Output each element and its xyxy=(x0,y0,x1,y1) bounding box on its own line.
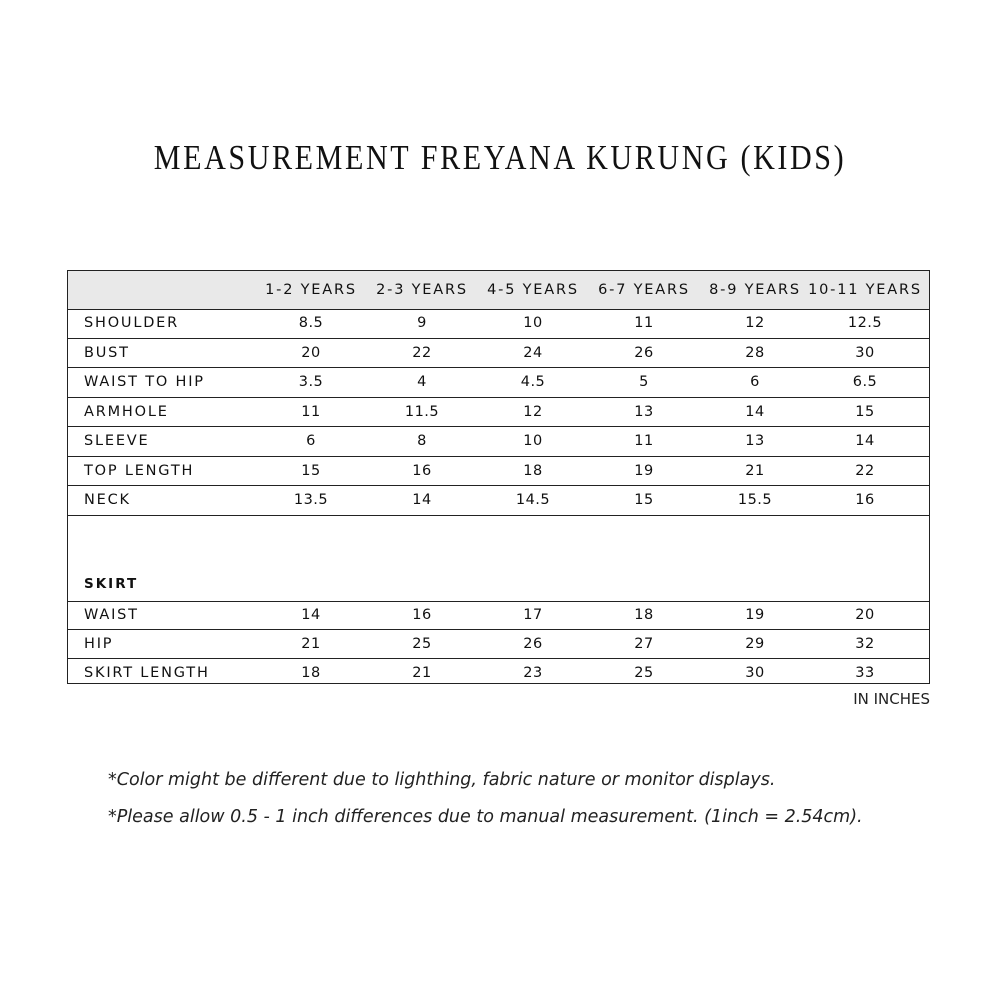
unit-label: IN INCHES xyxy=(853,690,930,708)
table-cell: 13.5 xyxy=(293,492,329,509)
table-cell: 25 xyxy=(634,664,654,681)
table-cell: 14 xyxy=(412,492,432,509)
table-cell: 10 xyxy=(523,315,543,332)
table-cell: 20 xyxy=(855,607,875,624)
table-cell: 30 xyxy=(855,344,875,361)
table-cell: 18 xyxy=(301,664,321,681)
table-cell: 16 xyxy=(855,492,875,509)
skirt-section-row xyxy=(68,516,929,602)
table-row xyxy=(68,309,929,339)
table-cell: 16 xyxy=(412,462,432,479)
table-cell: 15.5 xyxy=(737,492,773,509)
measurement-table xyxy=(67,270,930,684)
table-cell: 9 xyxy=(417,315,427,332)
table-cell: 22 xyxy=(855,462,875,479)
table-cell: 14 xyxy=(301,607,321,624)
table-cell: 15 xyxy=(634,492,654,509)
table-row xyxy=(68,427,929,457)
table-row xyxy=(68,602,929,631)
table-cell: 18 xyxy=(634,607,654,624)
row-label: HIP xyxy=(84,635,114,652)
table-row xyxy=(68,398,929,428)
table-cell: 12 xyxy=(523,403,543,420)
row-label: NECK xyxy=(84,492,131,509)
table-row xyxy=(68,659,929,688)
column-header: 1-2 YEARS xyxy=(265,282,357,298)
row-label: BUST xyxy=(84,344,130,361)
table-cell: 6 xyxy=(306,433,316,450)
page-title: MEASUREMENT FREYANA KURUNG (KIDS) xyxy=(153,138,847,177)
table-cell: 15 xyxy=(855,403,875,420)
table-cell: 13 xyxy=(634,403,654,420)
table-cell: 22 xyxy=(412,344,432,361)
table-cell: 11.5 xyxy=(404,403,440,420)
table-cell: 6.5 xyxy=(852,374,878,391)
table-cell: 19 xyxy=(745,607,765,624)
table-cell: 11 xyxy=(634,433,654,450)
column-header: 10-11 YEARS xyxy=(808,282,922,298)
row-label: SKIRT LENGTH xyxy=(84,664,210,681)
column-header: 4-5 YEARS xyxy=(487,282,579,298)
table-cell: 5 xyxy=(639,374,649,391)
table-row xyxy=(68,457,929,487)
column-header: 6-7 YEARS xyxy=(598,282,690,298)
table-cell: 8.5 xyxy=(298,315,324,332)
table-cell: 10 xyxy=(523,433,543,450)
table-cell: 16 xyxy=(412,607,432,624)
table-cell: 23 xyxy=(523,664,543,681)
table-row xyxy=(68,339,929,369)
table-cell: 14.5 xyxy=(515,492,551,509)
table-cell: 13 xyxy=(745,433,765,450)
row-label: SLEEVE xyxy=(84,433,150,450)
row-label: WAIST xyxy=(84,607,139,624)
table-cell: 33 xyxy=(855,664,875,681)
column-header: 2-3 YEARS xyxy=(376,282,468,298)
table-cell: 24 xyxy=(523,344,543,361)
table-cell: 15 xyxy=(301,462,321,479)
table-cell: 26 xyxy=(634,344,654,361)
table-cell: 25 xyxy=(412,635,432,652)
table-cell: 11 xyxy=(301,403,321,420)
row-label: SHOULDER xyxy=(84,315,180,332)
table-cell: 4 xyxy=(417,374,427,391)
table-cell: 32 xyxy=(855,635,875,652)
table-cell: 26 xyxy=(523,635,543,652)
table-cell: 8 xyxy=(417,433,427,450)
table-row xyxy=(68,368,929,398)
row-label: ARMHOLE xyxy=(84,403,169,420)
table-cell: 12.5 xyxy=(847,315,883,332)
table-row xyxy=(68,630,929,659)
table-cell: 12 xyxy=(745,315,765,332)
table-cell: 29 xyxy=(745,635,765,652)
section-title: SKIRT xyxy=(84,575,139,592)
note-color: *Color might be different due to lighthing, fabric nature or monitor displays. xyxy=(108,770,776,790)
table-cell: 21 xyxy=(745,462,765,479)
row-label: TOP LENGTH xyxy=(84,462,195,479)
table-cell: 27 xyxy=(634,635,654,652)
table-cell: 11 xyxy=(634,315,654,332)
table-cell: 21 xyxy=(412,664,432,681)
table-cell: 6 xyxy=(750,374,760,391)
row-label: WAIST TO HIP xyxy=(84,374,205,391)
table-header-row xyxy=(68,271,929,310)
table-cell: 19 xyxy=(634,462,654,479)
table-cell: 28 xyxy=(745,344,765,361)
table-cell: 17 xyxy=(523,607,543,624)
note-measurement: *Please allow 0.5 - 1 inch differences due to manual measurement. (1inch = 2.54cm). xyxy=(108,807,863,827)
table-cell: 18 xyxy=(523,462,543,479)
table-cell: 4.5 xyxy=(520,374,546,391)
table-cell: 20 xyxy=(301,344,321,361)
table-cell: 30 xyxy=(745,664,765,681)
column-header: 8-9 YEARS xyxy=(709,282,801,298)
table-row xyxy=(68,486,929,516)
table-cell: 14 xyxy=(745,403,765,420)
table-cell: 21 xyxy=(301,635,321,652)
table-cell: 3.5 xyxy=(298,374,324,391)
table-cell: 14 xyxy=(855,433,875,450)
